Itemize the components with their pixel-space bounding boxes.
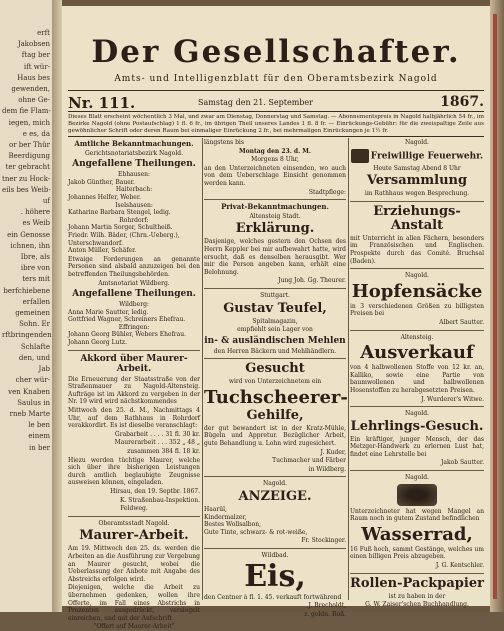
inheritance-entry: Effringen: [118, 323, 150, 331]
place-line: Wildbad. [261, 552, 289, 559]
ad-heading: Gustav Teufel, [223, 300, 327, 316]
left-page-line: Jab [38, 365, 50, 374]
section-heading: Amtliche Bekanntmachungen. [74, 139, 194, 148]
ad-text: im Rathhaus wegen Besprechung. [364, 190, 470, 198]
left-page-line: ter gebracht [5, 163, 50, 172]
left-page-line: erfallen [22, 297, 50, 306]
inheritance-entry: Haiterbach: [115, 186, 153, 194]
place-line: Nagold. [405, 272, 429, 280]
cost-line: Maurerarbeit . . . 352 „ 48 „ [114, 439, 200, 447]
signature-office: K. Straßenbau-Inspektion. [119, 496, 200, 504]
cost-line: Grabarbeit . . . . 31 fl. 30 kr. [114, 430, 200, 438]
column-divider-2 [348, 138, 349, 600]
masthead-subtitle: Amts- und Intelligenzblatt für den Oberamtsbezirk Nagold [114, 74, 438, 84]
inheritance-entry: Friedr. Wilh. Bäder, (Chrn.-Ueberg.), [68, 231, 180, 239]
left-page-line: es Weib [22, 219, 50, 228]
separator [350, 573, 484, 574]
signature-place: z. goldn. Roß. [304, 610, 346, 618]
separator [204, 476, 346, 477]
signature-name: Jung Joh. Gg. Theurer. [278, 277, 346, 285]
masthead-title: Der Gesellschafter. [91, 34, 461, 70]
separator [204, 358, 346, 359]
product-item: Bestes Wollsalbon, [204, 521, 261, 529]
ad-text: 16 Fuß hoch, sammt Gestänge, welches um einen billigen Preis abzugeben. [350, 545, 484, 561]
ad-heading: ANZEIGE. [238, 489, 312, 505]
ad-heading: Gehilfe, [246, 407, 304, 423]
column-middle [204, 138, 348, 618]
left-page-line: e es, da [22, 129, 50, 138]
ad-heading: Rollen-Packpapier [350, 575, 484, 591]
notice-text: an den Unterzeichneten einsenden, wo auch von dem Ueberschlage Einsicht genommen werden kann. [204, 164, 346, 187]
issue-info-bar [68, 94, 484, 110]
left-page-line: rftbringenden [2, 331, 52, 340]
notice-text: Etwaige Forderungen an genannte Personen sind alsbald anzuzeigen bei den betreffenden Theilungsbehörden. [68, 255, 200, 278]
newspaper-page [62, 6, 490, 631]
left-page-line: ein Genosse [7, 230, 50, 239]
ad-text: den Centner à fl. 1. 45. verkauft fortwährend [204, 593, 342, 601]
ad-text: wird von Unterzeichnetem ein [228, 378, 322, 386]
inheritance-entry: Katharine Barbara Stengel, ledig. [68, 209, 171, 217]
left-page-line: den, und [18, 353, 50, 362]
left-page-line: rneb Marte [9, 409, 50, 418]
left-page-line: Beerdigung [8, 152, 50, 161]
subscription-notice: Dieses Blatt erscheint wöchentlich 3 Mal, und zwar am Dienstag, Donnerstag und Samstag. — Abonnementspreis in Nagold halbjährlich 54 fr., im Bezirke Nagold (ohne Postaufschlag) 1 fl. 6 fr., im übrigen Theil unseres Landes 1 fl. 8 fr. — Einrückungs-Gebühr: für die zweispaltige Zeile aus gewöhnlicher Schrift oder deren Raum bei einmaliger Einrückung 2 fr., bei mehrmaligen Einrückungen je 1½ fr. [68, 114, 484, 134]
left-page [0, 0, 53, 612]
ad-heading: Tuchscheerer- [204, 386, 348, 408]
ad-text: empfiehlt sein Lager von [237, 326, 313, 334]
left-page-line: Jakobsen [17, 40, 50, 49]
place-line: Nagold. [405, 410, 429, 418]
left-page-line: ven Knaben [8, 387, 50, 396]
separator [68, 516, 200, 517]
notice-rule [68, 136, 484, 137]
left-page-line: gewenden, [11, 85, 50, 94]
signature-title: Tuchmacher und Färber [272, 457, 346, 465]
signature-name: Albert Sautter. [439, 318, 484, 326]
left-page-line: iegen, mich [8, 118, 50, 127]
fire-brigade-icon [351, 149, 369, 163]
separator [350, 268, 484, 269]
ad-text: Unterzeichneter hat wegen Mangel an Raum noch in gutem Zustand befindlichen [350, 507, 484, 523]
signature-name: J. Kuder, [320, 448, 346, 456]
ad-heading [350, 149, 484, 163]
product-list [204, 506, 346, 536]
ad-heading: in- & ausländischen Mehlen [204, 335, 346, 346]
inheritance-entry: Iselshausen: [115, 201, 153, 209]
inheritance-entry: Rohrdorf: [119, 216, 149, 224]
left-page-line: ters mit [22, 275, 50, 284]
column-divider-1 [202, 138, 203, 600]
ad-text: Heute Samstag Abend 8 Uhr [373, 164, 461, 172]
separator [204, 199, 346, 200]
left-page-line: in ber [29, 443, 50, 452]
notice-text: Die Erneuerung der Staatsstraße von der Straßenmauer zu Nagold-Altensteig. Aufträge ist im Akkord zu vergeben in der Nr. 19 wird wird nächstkommendes [68, 375, 200, 406]
water-wheel-icon [397, 484, 437, 506]
left-page-line: . höhere [20, 208, 50, 217]
separator [204, 548, 346, 549]
ad-heading: Wasserrad, [361, 523, 473, 545]
separator [68, 350, 200, 351]
notice-heading: Angefallene Theilungen. [72, 159, 196, 170]
column-right [350, 138, 484, 609]
left-page-line: Ibre, als [20, 253, 50, 262]
inheritance-entry: Johann Georg Bühler, Webers Ehefrau. [68, 331, 187, 339]
place-line: Altensteig. [400, 333, 434, 341]
inheritance-entry: Johannes Helfer, Weber. [68, 193, 141, 201]
left-page-line: ohne Ge- [18, 96, 50, 105]
ad-text: ist zu haben in der [388, 592, 446, 600]
office-name: Amtsnotariat Wildberg. [98, 279, 170, 287]
place-line: Nagold. [263, 480, 287, 488]
left-page-line: tner zu Hock- [2, 174, 51, 183]
left-page-line: cher wür- [15, 376, 50, 385]
notice-text: Mittwoch den 25. d. M., Nachmittags 4 Uhr, auf dem Rathhaus in Rohrdorf verakkordirt. Es ist dieselbe veranschlagt: [68, 407, 200, 430]
header-rule-top [68, 90, 484, 91]
left-page-line: gemeinen [15, 309, 50, 318]
inheritance-list [68, 171, 200, 255]
notice-text: Diejenigen, welche die Arbeit zu übernehmen gedenken, wollen ihre Offerte, im Fall eines Abstrichs in Prozenten ausgedrückt, versiegelt einreichen, und mit der Aufschrift [68, 584, 200, 622]
deadline-date: Montag den 23. d. M. [238, 147, 312, 155]
inheritance-entry: Gottfried Wagner, Schreiners Ehefrau. [68, 316, 186, 324]
ad-text: den Herren Bäckern und Mehlhändlern. [213, 347, 337, 355]
notice-text: Hiezu werden tüchtige Maurer, welche sich über ihre bisherigen Leistungen durch amtlich beglaubigte Zeugnisse ausweisen können, eingeladen. [68, 456, 200, 487]
issue-year: 1867. [440, 94, 484, 110]
inheritance-entry: Wildberg: [119, 301, 149, 309]
signature-name: J. Wurderer's Witwe. [421, 395, 484, 403]
column-official [68, 138, 200, 631]
ad-heading: Erziehungs-Anstalt [373, 203, 461, 233]
signature-date: Hirsau, den 19. Septbr. 1867. [110, 487, 200, 495]
ad-text: Ein kräftiger, junger Mensch, der das Metzger-Handwerk zu erlernen Lust hat, findet eine Lehrstelle bei [350, 435, 484, 458]
left-page-line: eils bes Weib- [2, 185, 51, 194]
left-page-line: Schlafte [20, 342, 50, 351]
left-page-line: ichnen, ihn [10, 241, 50, 250]
notice-text: Am 19. Mittwoch den 25. ds. werden die Arbeiten an die Ausführung zur Vergebung an Maurer gesucht, wobei die Ueberlassung der Anbote mit Angabe des Abstreichs erfolgen wird. [68, 545, 200, 583]
place-line: Altensteig Stadt. [249, 212, 301, 220]
header-rule-bottom [68, 111, 484, 112]
issue-date: Samstag den 21. September [198, 98, 313, 107]
inheritance-entry: Johann Martin Sorger, Schultheiß. [68, 224, 173, 232]
ad-text: in 3 verschiedenen Größen zu billigsten Preisen bei [350, 302, 484, 318]
quote-line: "Offert auf Maurer-Arbeit" [93, 623, 175, 631]
place-line: Nagold. [405, 139, 429, 146]
left-page-line: dem fie Flam- [2, 107, 51, 116]
signature-place: in Wildberg. [308, 465, 346, 473]
left-page-line: ift wür- [23, 62, 50, 71]
ad-heading: Versammlung [366, 173, 468, 189]
separator [350, 330, 484, 331]
notice-heading: Akkord über Maurer-Arbeit. [80, 353, 188, 374]
ad-text: Dasjenige, welches gestern den Ochsen des Herrn Keppler bei mir aufbewahrt hatte, wird ersucht, daß es denselben herausgibt. Wer mir die Person angeben kann, erhält eine Belohnung. [204, 238, 346, 276]
deadline-time: Morgens 8 Uhr, [251, 156, 299, 164]
separator [350, 470, 484, 471]
separator [204, 288, 346, 289]
inheritance-list [68, 301, 200, 347]
left-page-line: Sohn. Er [19, 320, 50, 329]
ad-heading-text: Freiwillige Feuerwehr. [370, 151, 484, 162]
inheritance-entry: Johann Georg Lutz. [68, 339, 127, 347]
book-edge [490, 0, 504, 612]
notice-heading: Maurer-Arbeit. [79, 528, 189, 544]
ad-heading: Hopfensäcke [351, 280, 483, 302]
binding-strip [493, 14, 497, 599]
signature-name: Fr. Stockinger. [301, 537, 346, 545]
left-page-line: berfchiebene [3, 286, 50, 295]
left-page-line: uf [42, 197, 50, 206]
signature-name: Feldweg. [120, 505, 148, 513]
notice-text: längstens bis [204, 139, 244, 146]
left-page-text [2, 28, 50, 454]
place-line: Stuttgart. [260, 291, 290, 299]
left-page-line: ftag ber [21, 51, 50, 60]
signature-name: J. G. Kentschler. [435, 562, 484, 570]
ad-heading: Eis, [244, 558, 306, 594]
ad-heading: Ausverkauf [360, 342, 474, 364]
ad-heading: Erklärung. [235, 221, 315, 237]
separator [350, 201, 484, 202]
left-page-line: erft [37, 29, 50, 37]
section-heading: Privat-Bekanntmachungen. [221, 202, 329, 212]
ad-heading: Gesucht [245, 361, 305, 377]
inheritance-entry: Ebhausen: [117, 171, 151, 179]
ad-text: Spitalmagazin, [252, 317, 298, 325]
left-page-line: le ben [28, 421, 50, 430]
separator [350, 406, 484, 407]
issue-number: Nr. 111. [68, 94, 136, 112]
signature-name: Jakob Sautter. [440, 459, 484, 467]
cost-total: zusammen 384 fl. 18 kr. [127, 448, 200, 455]
product-item: Haarül, [204, 506, 227, 514]
product-item: Kindermalzer, [204, 513, 247, 521]
ad-text: mit Unterricht in allen Fächern, besonders im Französischen und Englischen. Prospekte durch das Comité. Bruchsal (Baden). [350, 234, 484, 265]
left-page-line: ibre von [20, 264, 50, 273]
notice-heading: Angefallene Theilungen. [72, 289, 196, 300]
ad-text: von 4 halbwollenen Stoffe von 12 kr. an, Kalliko, sowie eine Partie von baumwollenen und halbwollenen Hosenstoffen zu herabgesetzten Preisen. [350, 364, 484, 394]
left-page-line: or ber Thür [8, 141, 50, 150]
place-line: Oberamtsstadt Nagold. [98, 519, 170, 527]
inheritance-entry: Anna Marie Sautter, ledig. [68, 308, 149, 316]
product-item: Gute Tinte, schwarz- & rot-weiße, [204, 528, 308, 536]
court-name: Gerichtsnotariatsbezirk Nagold. [85, 149, 183, 157]
place-line: Nagold. [405, 474, 429, 482]
left-page-line: Saulus in [17, 398, 50, 407]
left-page-line: einem [28, 432, 50, 441]
left-page-line: Haus bes [17, 73, 50, 82]
inheritance-entry: Unterschwandorf. [68, 239, 123, 247]
ad-heading: Lehrlings-Gesuch. [350, 418, 484, 434]
inheritance-entry: Jakob Günther, Bauer. [68, 178, 135, 186]
book-gutter [52, 0, 62, 612]
inheritance-entry: Anton Müller, Schäfer. [68, 247, 137, 255]
signature-name: J. Brecholdt, [308, 602, 346, 610]
signature-office: Stadtpflege: [308, 188, 346, 196]
signature-name: G. W. Zaiser'schen Buchhandlung. [365, 601, 469, 609]
ad-text: der gut bewandert ist in der Kratz-Mühle, Bügeln und Appretur. Bezüglicher Arbeit, gute Behandlung u. Lohn wird zugesichert. [204, 424, 346, 448]
